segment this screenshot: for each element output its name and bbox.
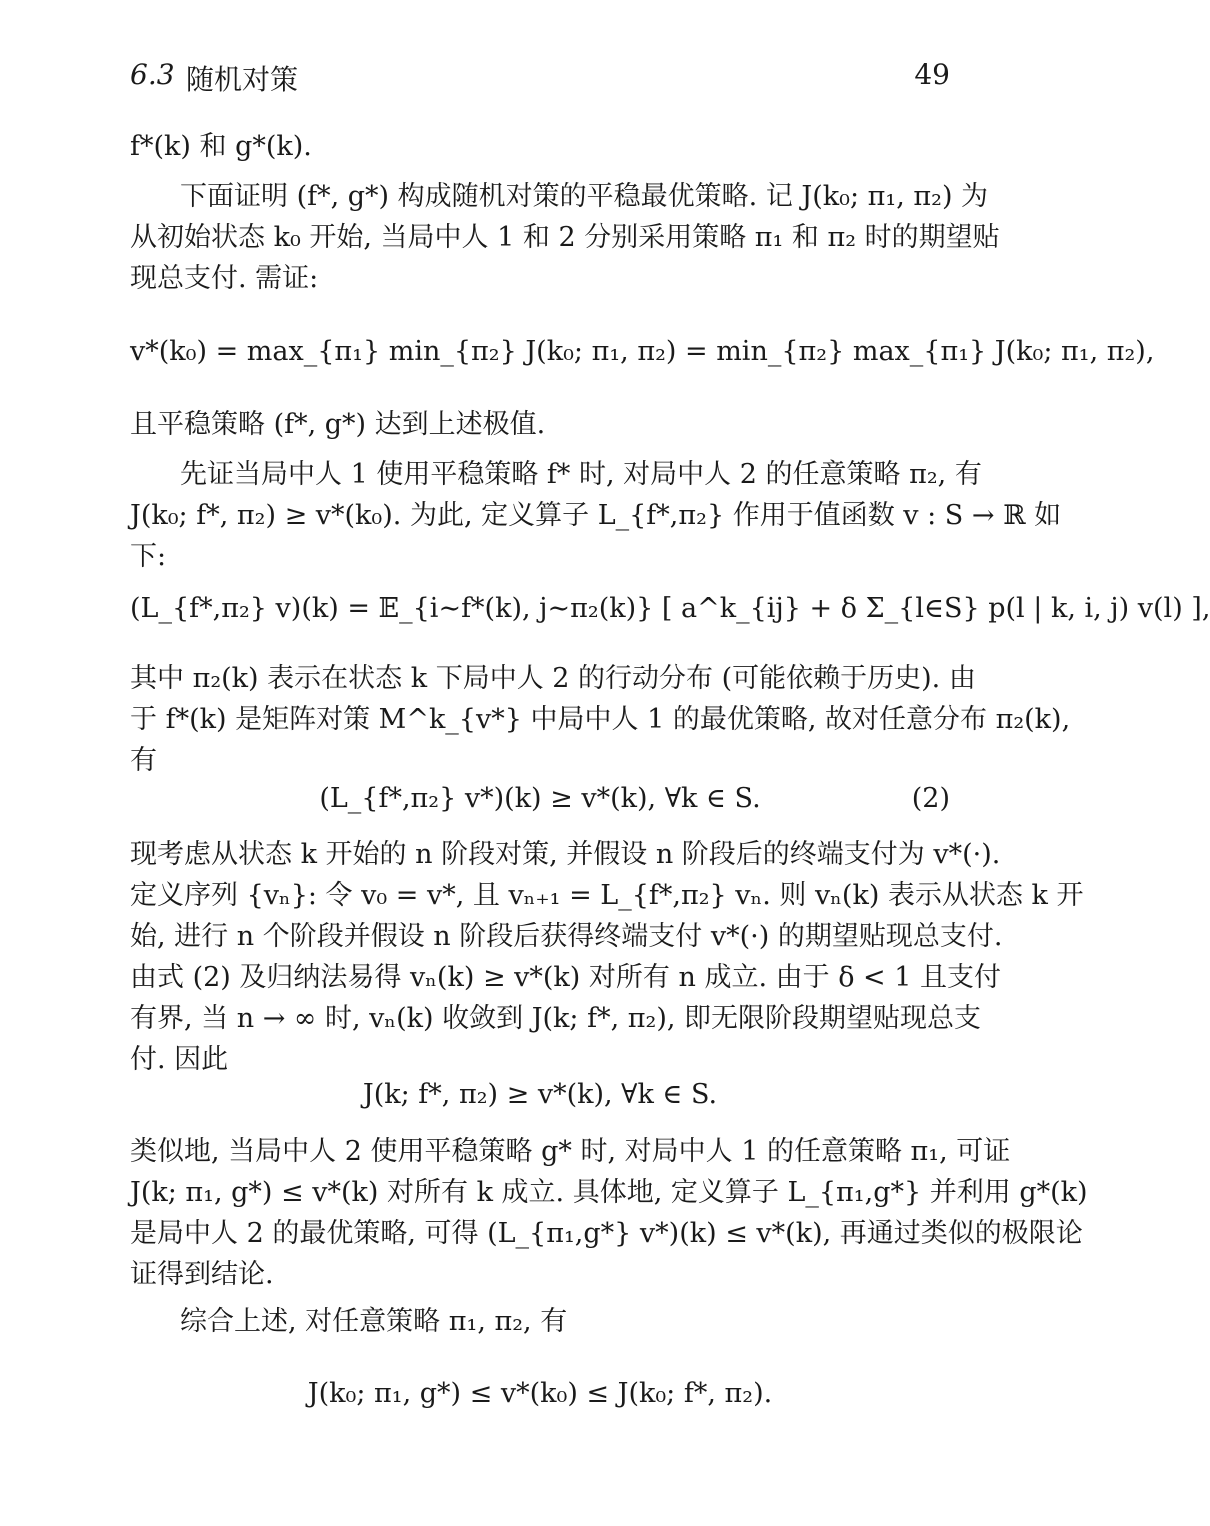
- page-header: [130, 58, 950, 98]
- display-equation: (L_{f*,π₂} v)(k) = 𝔼_{i∼f*(k), j∼π₂(k)} [ a^k_{ij} + δ Σ_{l∈S} p(l | k, i, j) v(l) ],: [130, 593, 1210, 624]
- text-line: 其中 π₂(k) 表示在状态 k 下局中人 2 的行动分布 (可能依赖于历史). 由: [130, 663, 976, 694]
- text-line: 现考虑从状态 k 开始的 n 阶段对策, 并假设 n 阶段后的终端支付为 v*(·).: [130, 839, 1001, 870]
- text-line: J(k; π₁, g*) ≤ v*(k) 对所有 k 成立. 具体地, 定义算子 L_{π₁,g*} 并利用 g*(k): [130, 1177, 1088, 1208]
- text-line: 定义序列 {vₙ}: 令 v₀ = v*, 且 vₙ₊₁ = L_{f*,π₂} vₙ. 则 vₙ(k) 表示从状态 k 开: [130, 880, 1084, 911]
- text-line: 从初始状态 k₀ 开始, 当局中人 1 和 2 分别采用策略 π₁ 和 π₂ 时的期望贴: [130, 222, 1000, 253]
- text-line: 由式 (2) 及归纳法易得 vₙ(k) ≥ v*(k) 对所有 n 成立. 由于 δ < 1 且支付: [130, 962, 1002, 993]
- text-line: 证得到结论.: [130, 1259, 274, 1290]
- text-line: 且平稳策略 (f*, g*) 达到上述极值.: [130, 409, 546, 440]
- text-line: 始, 进行 n 个阶段并假设 n 阶段后获得终端支付 v*(·) 的期望贴现总支付.: [130, 921, 1003, 952]
- text-line: 现总支付. 需证:: [130, 263, 319, 294]
- paragraph-line: 下面证明 (f*, g*) 构成随机对策的平稳最优策略. 记 J(k₀; π₁, π₂) 为: [180, 181, 989, 212]
- text-line: f*(k) 和 g*(k).: [130, 131, 312, 162]
- text-line: J(k₀; f*, π₂) ≥ v*(k₀). 为此, 定义算子 L_{f*,π₂} 作用于值函数 v : S → ℝ 如: [130, 500, 1062, 531]
- text-line: 下:: [130, 541, 167, 572]
- equation-number: (2): [911, 783, 950, 814]
- text-line: 类似地, 当局中人 2 使用平稳策略 g* 时, 对局中人 1 的任意策略 π₁, 可证: [130, 1136, 1011, 1167]
- text-line: 于 f*(k) 是矩阵对策 M^k_{v*} 中局中人 1 的最优策略, 故对任意分布 π₂(k),: [130, 704, 1071, 735]
- display-equation: J(k₀; π₁, g*) ≤ v*(k₀) ≤ J(k₀; f*, π₂).: [307, 1378, 773, 1409]
- text-line: 付. 因此: [130, 1044, 229, 1075]
- page-number: 49: [914, 58, 950, 91]
- paragraph-line: 综合上述, 对任意策略 π₁, π₂, 有: [180, 1306, 568, 1337]
- text-line: 是局中人 2 的最优策略, 可得 (L_{π₁,g*} v*)(k) ≤ v*(k), 再通过类似的极限论: [130, 1218, 1083, 1249]
- display-equation: (L_{f*,π₂} v*)(k) ≥ v*(k), ∀k ∈ S.: [319, 783, 761, 814]
- text-line: 有界, 当 n → ∞ 时, vₙ(k) 收敛到 J(k; f*, π₂), 即无限阶段期望贴现总支: [130, 1003, 982, 1034]
- section-number: 6.3: [130, 58, 175, 91]
- display-equation: J(k; f*, π₂) ≥ v*(k), ∀k ∈ S.: [362, 1079, 718, 1110]
- section-title: 随机对策: [186, 63, 299, 96]
- text-line: 有: [130, 745, 157, 776]
- display-equation: v*(k₀) = max_{π₁} min_{π₂} J(k₀; π₁, π₂) = min_{π₂} max_{π₁} J(k₀; π₁, π₂),: [130, 336, 1155, 367]
- paragraph-line: 先证当局中人 1 使用平稳策略 f* 时, 对局中人 2 的任意策略 π₂, 有: [180, 459, 982, 490]
